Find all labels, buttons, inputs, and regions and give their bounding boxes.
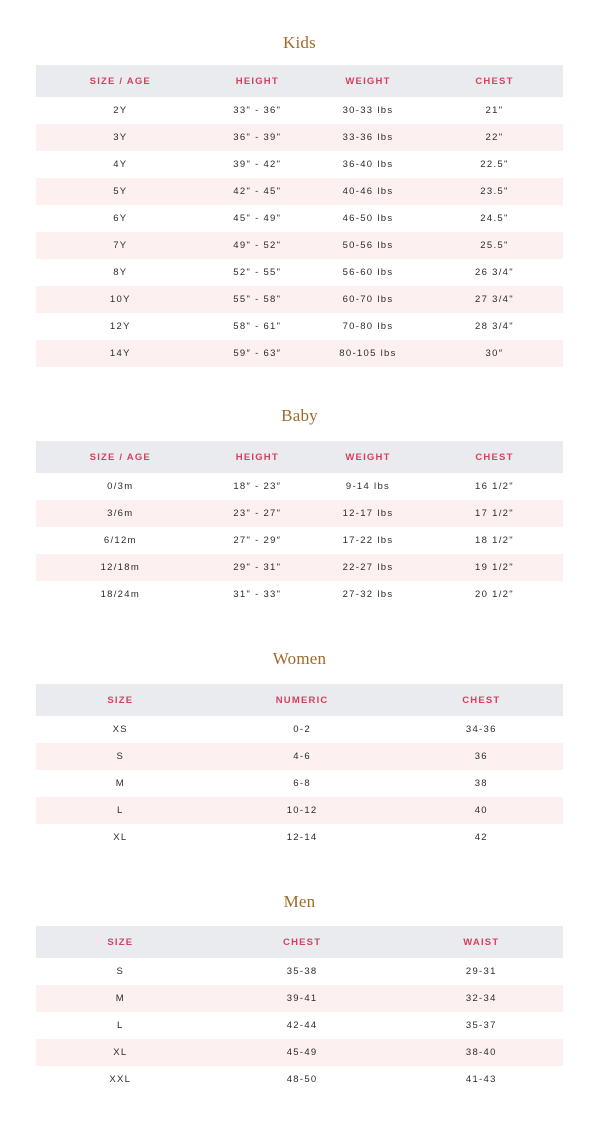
- column-header: CHEST: [400, 684, 563, 716]
- table-cell: M: [115, 778, 125, 789]
- table-cell: XXL: [109, 1074, 132, 1085]
- table-cell: 31" - 33": [233, 589, 282, 600]
- men-size-table: [36, 926, 563, 1093]
- table-cell: 18/24m: [100, 589, 141, 600]
- table-row: [36, 824, 563, 851]
- table-cell: 42: [474, 832, 488, 843]
- column-header: CHEST: [426, 441, 563, 473]
- table-cell: 27" - 29″: [233, 535, 282, 546]
- women-size-table: [36, 684, 563, 851]
- table-cell: 35-37: [465, 1020, 497, 1031]
- women-section-title: Women: [272, 649, 327, 668]
- table-cell: 42" - 45": [205, 178, 310, 205]
- table-cell: 10-12: [205, 797, 400, 824]
- table-cell: 36: [400, 743, 563, 770]
- table-row: [36, 232, 563, 259]
- table-cell: M: [36, 985, 205, 1012]
- table-cell: 3/6m: [36, 500, 205, 527]
- table-cell: 22.5": [480, 159, 509, 170]
- table-cell: 48-50: [286, 1074, 318, 1085]
- table-row: [36, 985, 563, 1012]
- table-row: [36, 473, 563, 500]
- column-header: SIZE: [36, 926, 205, 958]
- column-header: NUMERIC: [205, 684, 400, 716]
- table-cell: 34-36: [465, 724, 497, 735]
- table-cell: 33" - 36": [233, 105, 282, 116]
- table-row: [36, 527, 563, 554]
- table-cell: 19 1/2": [426, 554, 563, 581]
- table-cell: 23" - 27": [205, 500, 310, 527]
- table-cell: 28 3/4": [475, 321, 514, 332]
- table-cell: S: [36, 743, 205, 770]
- table-row: [36, 581, 563, 608]
- column-header: CHEST: [426, 65, 563, 97]
- table-cell: 45" - 49": [233, 213, 282, 224]
- table-row: [36, 743, 563, 770]
- table-cell: 12Y: [109, 321, 131, 332]
- table-cell: 38-40: [400, 1039, 563, 1066]
- table-cell: S: [116, 966, 125, 977]
- table-row: [36, 958, 563, 985]
- table-cell: 9-14 lbs: [345, 481, 391, 492]
- table-cell: 30-33 lbs: [342, 105, 394, 116]
- table-cell: XS: [112, 724, 128, 735]
- table-cell: 26 3/4": [475, 267, 514, 278]
- column-header: SIZE / AGE: [36, 441, 205, 473]
- table-cell: 0/3m: [107, 481, 134, 492]
- table-cell: 59″ - 63″: [205, 340, 310, 367]
- table-cell: 27 3/4": [426, 286, 563, 313]
- table-cell: 4Y: [113, 159, 128, 170]
- table-cell: 0-2: [293, 724, 311, 735]
- men-section-title: Men: [283, 892, 316, 911]
- table-cell: 17 1/2": [426, 500, 563, 527]
- table-cell: 70-80 lbs: [342, 321, 394, 332]
- table-header-row: [36, 441, 563, 473]
- table-cell: 18 1/2": [475, 535, 514, 546]
- baby-section-title: Baby: [281, 406, 318, 425]
- table-cell: 5Y: [36, 178, 205, 205]
- table-cell: 58" - 61": [233, 321, 282, 332]
- table-cell: XL: [113, 832, 128, 843]
- table-row: [36, 340, 563, 367]
- table-cell: 56-60 lbs: [342, 267, 394, 278]
- table-row: [36, 1039, 563, 1066]
- table-cell: XL: [36, 1039, 205, 1066]
- table-row: [36, 1012, 563, 1039]
- table-cell: 33-36 lbs: [310, 124, 426, 151]
- column-header: WEIGHT: [310, 441, 426, 473]
- table-cell: 45-49: [205, 1039, 400, 1066]
- column-header: SIZE / AGE: [36, 65, 205, 97]
- table-row: [36, 124, 563, 151]
- table-header-row: [36, 65, 563, 97]
- table-cell: 16 1/2": [475, 481, 514, 492]
- table-cell: 40-46 lbs: [310, 178, 426, 205]
- table-cell: 39-41: [205, 985, 400, 1012]
- table-row: [36, 770, 563, 797]
- table-cell: 41-43: [465, 1074, 497, 1085]
- table-cell: 46-50 lbs: [342, 213, 394, 224]
- table-cell: 17-22 lbs: [342, 535, 394, 546]
- table-cell: 50-56 lbs: [310, 232, 426, 259]
- table-cell: 30″: [426, 340, 563, 367]
- table-cell: 60-70 lbs: [310, 286, 426, 313]
- table-cell: 23.5": [426, 178, 563, 205]
- table-cell: 36" - 39": [205, 124, 310, 151]
- table-cell: 27-32 lbs: [342, 589, 394, 600]
- table-cell: 29-31: [465, 966, 497, 977]
- table-cell: 3Y: [36, 124, 205, 151]
- table-cell: 2Y: [113, 105, 128, 116]
- kids-section-title: Kids: [283, 33, 316, 52]
- column-header: SIZE: [36, 684, 205, 716]
- table-cell: 21": [485, 105, 504, 116]
- table-cell: 36-40 lbs: [342, 159, 394, 170]
- table-cell: 38: [474, 778, 488, 789]
- table-cell: 24.5": [480, 213, 509, 224]
- table-cell: L: [117, 1020, 124, 1031]
- column-header: HEIGHT: [205, 65, 310, 97]
- table-row: [36, 151, 563, 178]
- table-row: [36, 1066, 563, 1093]
- table-cell: 49" - 52": [205, 232, 310, 259]
- column-header: HEIGHT: [205, 441, 310, 473]
- table-cell: L: [36, 797, 205, 824]
- table-row: [36, 178, 563, 205]
- table-cell: 25.5": [426, 232, 563, 259]
- kids-size-table: [36, 65, 563, 367]
- table-header-row: [36, 926, 563, 958]
- table-cell: 39" - 42": [233, 159, 282, 170]
- table-cell: 14Y: [36, 340, 205, 367]
- table-row: [36, 286, 563, 313]
- table-row: [36, 554, 563, 581]
- table-cell: 32-34: [400, 985, 563, 1012]
- table-cell: 8Y: [113, 267, 128, 278]
- table-row: [36, 259, 563, 286]
- table-row: [36, 716, 563, 743]
- column-header: CHEST: [205, 926, 400, 958]
- table-cell: 6-8: [293, 778, 311, 789]
- table-cell: 12-17 lbs: [310, 500, 426, 527]
- table-cell: 20 1/2": [475, 589, 514, 600]
- column-header: WAIST: [400, 926, 563, 958]
- table-row: [36, 797, 563, 824]
- table-cell: 6Y: [113, 213, 128, 224]
- table-cell: 4-6: [205, 743, 400, 770]
- table-cell: 12/18m: [36, 554, 205, 581]
- table-cell: 52" - 55": [233, 267, 282, 278]
- table-cell: 10Y: [36, 286, 205, 313]
- table-row: [36, 205, 563, 232]
- baby-size-table: [36, 441, 563, 608]
- table-cell: 6/12m: [103, 535, 137, 546]
- table-cell: 42-44: [286, 1020, 318, 1031]
- table-cell: 35-38: [286, 966, 318, 977]
- table-cell: 22": [426, 124, 563, 151]
- column-header: WEIGHT: [310, 65, 426, 97]
- table-header-row: [36, 684, 563, 716]
- table-cell: 22-27 lbs: [310, 554, 426, 581]
- table-cell: 7Y: [36, 232, 205, 259]
- table-cell: 29" - 31": [205, 554, 310, 581]
- table-row: [36, 500, 563, 527]
- table-cell: 18″ - 23″: [233, 481, 282, 492]
- table-cell: 55" - 58": [205, 286, 310, 313]
- table-cell: 12-14: [286, 832, 318, 843]
- table-cell: 80-105 lbs: [310, 340, 426, 367]
- table-cell: 40: [400, 797, 563, 824]
- table-row: [36, 313, 563, 340]
- table-row: [36, 97, 563, 124]
